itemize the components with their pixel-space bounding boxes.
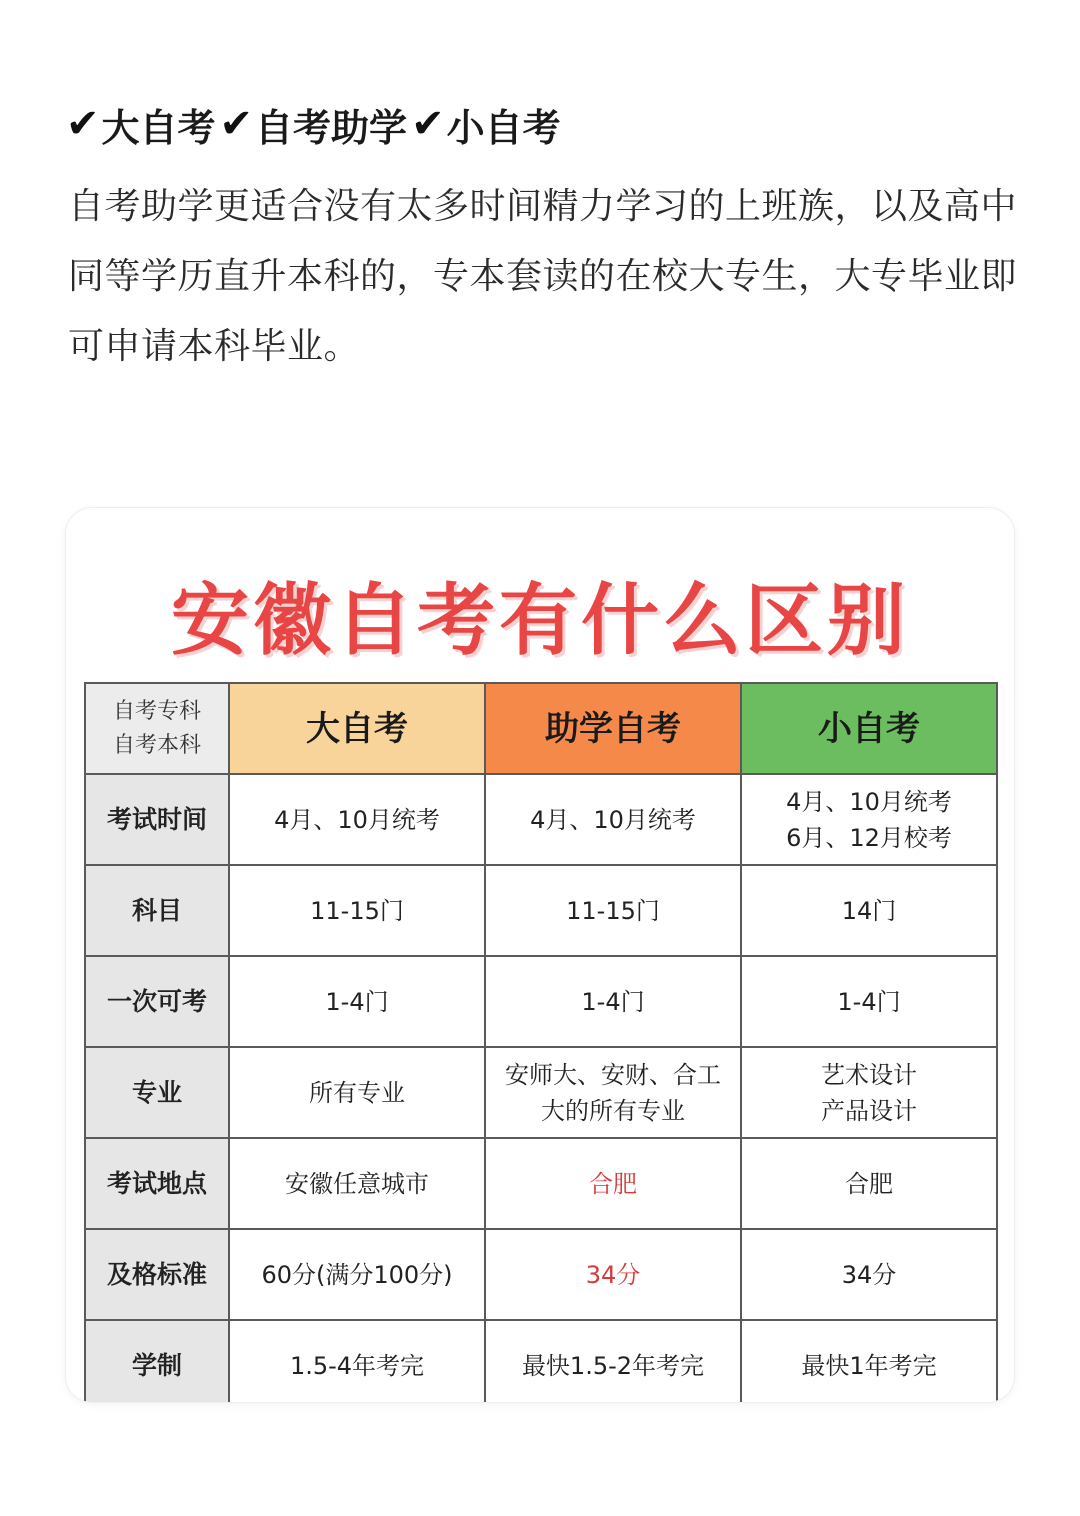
cell-text: 1-4门 (837, 987, 901, 1016)
table-cell (229, 1047, 485, 1138)
table-cell (229, 1138, 485, 1229)
comparison-table (84, 682, 998, 1402)
table-cell (741, 956, 997, 1047)
checkmark-icon: ✔ (411, 101, 445, 147)
cell-text: 11-15门 (310, 896, 404, 925)
row-label: 考试时间 (85, 774, 229, 865)
table-cell (229, 1320, 485, 1402)
table-cell (485, 865, 741, 956)
cell-text: 6月、12月校考 (786, 823, 952, 852)
table-row (85, 774, 997, 865)
table-cell (741, 774, 997, 865)
cell-text: 60分(满分100分) (261, 1260, 453, 1289)
table-cell (741, 1320, 997, 1402)
column-header-dazikao: 大自考 (229, 683, 485, 774)
cell-text: 所有专业 (309, 1078, 405, 1107)
table-cell (485, 1229, 741, 1320)
corner-label-1: 自考专科 (112, 698, 201, 724)
headline-tag-1: 大自考 (101, 105, 216, 150)
cell-text: 合肥 (589, 1169, 637, 1198)
row-label: 专业 (85, 1047, 229, 1138)
row-label: 学制 (85, 1320, 229, 1402)
table-cell (741, 1047, 997, 1138)
cell-text: 34分 (841, 1260, 897, 1289)
cell-text: 11-15门 (566, 896, 660, 925)
post-image-card[interactable] (66, 508, 1014, 1402)
table-row (85, 865, 997, 956)
cell-text: 安徽任意城市 (285, 1169, 429, 1198)
poster-title: 安徽自考有什么区别 (170, 576, 909, 666)
headline-tag-3: 小自考 (446, 105, 561, 150)
cell-text: 最快1.5-2年考完 (521, 1351, 705, 1380)
table-cell (485, 1320, 741, 1402)
column-header-xiaozikao: 小自考 (741, 683, 997, 774)
table-header-row (85, 683, 997, 774)
table-cell (741, 1229, 997, 1320)
row-label: 一次可考 (85, 956, 229, 1047)
row-label: 及格标准 (85, 1229, 229, 1320)
post-body-text: 自考助学更适合没有太多时间精力学习的上班族，以及高中同等学历直升本科的，专本套读的在校大专生，大专毕业即可申请本科毕业。 (68, 186, 1018, 367)
post-headline (66, 96, 565, 152)
table-row (85, 1229, 997, 1320)
column-header-zhuxue: 助学自考 (485, 683, 741, 774)
row-label: 考试地点 (85, 1138, 229, 1229)
cell-text: 1-4门 (581, 987, 645, 1016)
table-row (85, 1320, 997, 1402)
table-body (85, 774, 997, 1402)
table-cell (485, 774, 741, 865)
cell-text: 安师大、安财、合工 (505, 1060, 721, 1089)
table-cell (229, 956, 485, 1047)
cell-text: 产品设计 (821, 1096, 917, 1125)
table-cell (485, 956, 741, 1047)
cell-text: 1-4门 (325, 987, 389, 1016)
checkmark-icon: ✔ (219, 101, 254, 147)
table-cell (485, 1047, 741, 1138)
cell-text: 合肥 (845, 1169, 893, 1198)
cell-text: 4月、10月统考 (786, 787, 952, 816)
row-label: 科目 (85, 865, 229, 956)
corner-cell (85, 683, 229, 774)
table-cell (229, 865, 485, 956)
cell-text: 34分 (585, 1260, 641, 1289)
table-cell (229, 1229, 485, 1320)
table-row (85, 1138, 997, 1229)
cell-text: 4月、10月统考 (530, 805, 696, 834)
cell-text: 最快1年考完 (801, 1351, 937, 1380)
cell-text: 1.5-4年考完 (289, 1351, 425, 1380)
table-row (85, 1047, 997, 1138)
table-cell (485, 1138, 741, 1229)
table-cell (741, 1138, 997, 1229)
cell-text: 14门 (841, 896, 897, 925)
cell-text: 艺术设计 (821, 1060, 917, 1089)
cell-text: 大的所有专业 (541, 1096, 685, 1125)
table-cell (229, 774, 485, 865)
table-row (85, 956, 997, 1047)
cell-text: 4月、10月统考 (274, 805, 440, 834)
table-cell (741, 865, 997, 956)
checkmark-icon: ✔ (66, 101, 100, 147)
corner-label-2: 自考本科 (112, 732, 201, 758)
headline-tag-2: 自考助学 (255, 105, 408, 150)
